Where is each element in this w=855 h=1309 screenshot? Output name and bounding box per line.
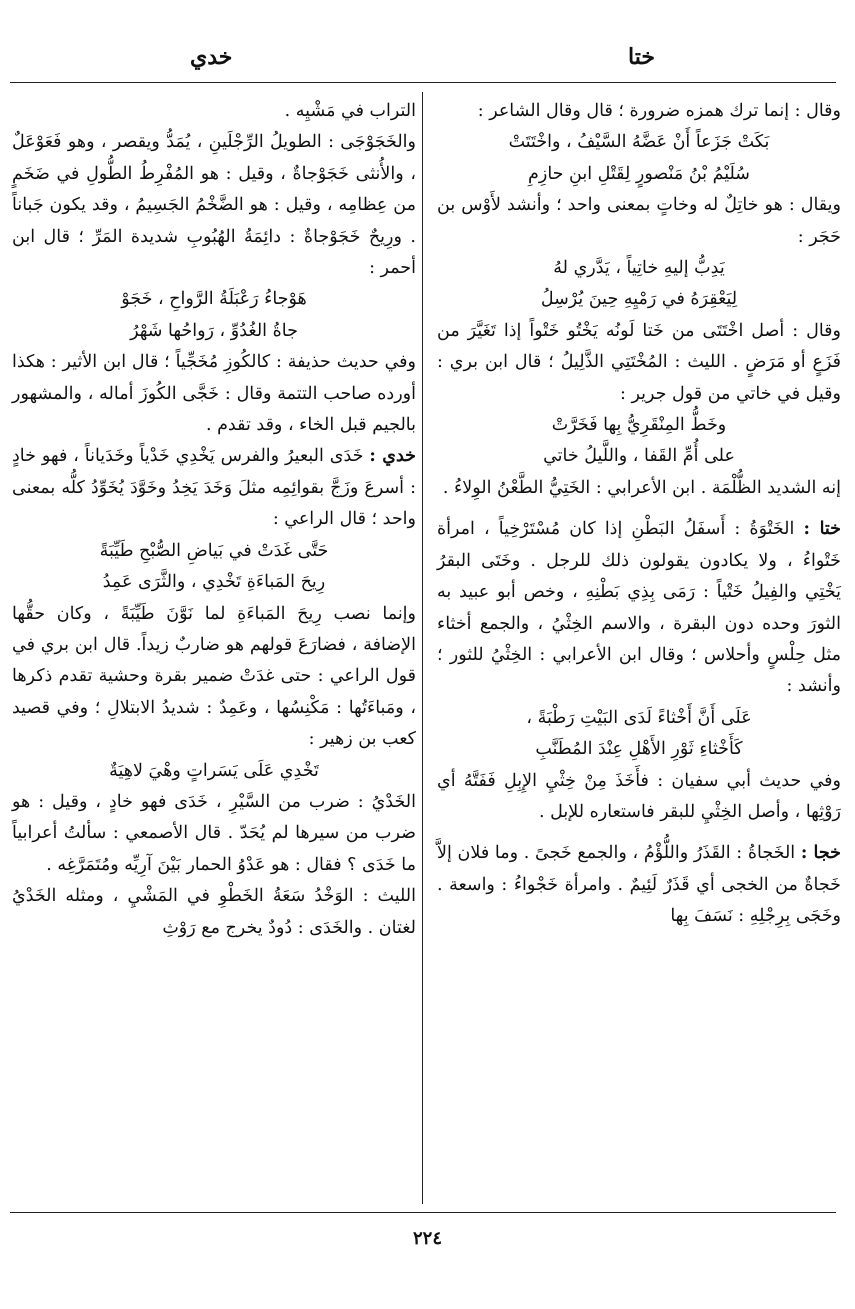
verse-line: على أُمِّ القَفا ، واللَّيلُ خاتي: [543, 446, 735, 467]
verse-line: وخَطُّ المِنْقَرِيُّ بِها فَخَرَّتْ: [551, 415, 727, 436]
top-rule: [10, 82, 836, 83]
page-number: ٢٢٤: [412, 1228, 442, 1249]
paragraph: وفي حديث أبي سفيان : فأَخَذَ مِنْ خِثْيِ الإِبِلِ فَفَتَّهُ أي رَوْثِها ، وأصل الخِثْيِ للبقر فاستعاره للإبل .: [437, 770, 841, 822]
paragraph: والخَجَوْجَى : الطويلُ الرِّجْلَينِ ، يُمَدُّ ويقصر ، وهو فَعَوْعَلٌ ، والأُنثى خَجَوْجاةٌ ، وقيل : هو المُفْرِطُ الطُّولِ في ضَخَمٍ من عِظامِه ، وقيل : هو الضَّخْمُ الجَسِيمُ ، وقد يكون جَباناً . ورِيحٌ خَجَوْجاةٌ : دائِمَةُ الهُبُوبِ شديدة المَرِّ ؛ قال ابن أحمر :: [12, 132, 416, 279]
verse-line: هَوْجاءُ رَعْبَلَةُ الرَّواحِ ، خَجَوْ: [121, 289, 307, 310]
header-right-word: ختا: [628, 44, 655, 70]
entry-khata: [437, 514, 841, 702]
verse-line: رِيحَ المَباءَةِ تَخْدِي ، والثَّرَى عَمِدُ: [102, 572, 326, 593]
verse-line: جاةُ الغُدُوِّ ، رَواحُها شَهْرُ: [130, 320, 298, 341]
bottom-rule: [10, 1212, 836, 1213]
entry-text: الخَتْوَةُ : أَسفَلُ البَطْنِ إذا كان مُسْتَرْخِياً ، امرأة خَتْواءُ ، ولا يكادون يقولون ذلك للرجل . وخَتَى البقرُ يَخْتِي والفِيلُ خَتْياً : رَمَى بِذِي بَطْنِهِ ، وخص أبو عبيد به الثورَ وحده دون البقرة ، والاسم الخِثْيُ ، والجمع أخثاء مثل حِلْسٍ وأحلاس ؛ وقال ابن الأعرابي : الخِثْيُ للثور ؛ وأنشد :: [437, 519, 841, 697]
paragraph: وإنما نصب رِيحَ المَباءَةِ لما نَوَّنَ طَيِّبَةً ، وكان حقُّها الإضافة ، فضارَعَ قولهم هو ضاربٌ زيداً. قال ابن بري في قول الراعي : حتى غدَتْ ضمير بقرة وحشية تقدم ذكرها ، ومَباءَتُها : مَكْنِسُها ، وعَمِدٌ : شديدُ الابتلالِ ؛ وفي قصيد كعب بن زهير :: [12, 603, 416, 750]
paragraph: ويقال : هو خاتِلٌ له وخاتٍ بمعنى واحد ؛ وأنشد لأَوْس بن حَجَر :: [437, 195, 841, 247]
verse-line: حَتَّى غَدَتْ في بَياضِ الصُّبْحِ طَيِّبَةً: [99, 540, 329, 561]
entry-khadi: [12, 441, 416, 535]
entry-headword: ختا :: [803, 519, 842, 540]
verse-line: كَأَخْثاءِ ثَوْرِ الأَهْلِ عِنْدَ المُطَنَّبِ: [535, 739, 743, 760]
paragraph: الليث : الوَخْدُ سَعَةُ الخَطْوِ في المَشْيِ ، ومثله الخَدْيُ لغتان . والخَدَى : دُودٌ يخرج مع رَوْثِ: [12, 886, 416, 938]
page-header: [0, 44, 855, 84]
verse-line: لِيَعْقِرَهُ في رَمْيِهِ حِينَ يُرْسِلُ: [540, 289, 738, 310]
entry-headword: خجا :: [800, 843, 841, 864]
paragraph: وقال : إنما ترك همزه ضرورة ؛ قال وقال الشاعر :: [477, 101, 841, 121]
left-column: [12, 96, 416, 944]
verse-line: بَكَتْ جَزَعاً أَنْ عَضَّهُ السَّيْفُ ، واخْتَتَتْ: [508, 132, 770, 153]
column-separator: [422, 92, 423, 1204]
verse-line: سُلَيْمُ بْنُ مَنْصورٍ لِقَتْلِ ابنِ حازِمِ: [528, 163, 750, 184]
entry-text: خَدَى البعيرُ والفرس يَخْدِي خَدْياً وخَدَياناً ، فهو خادٍ : أسرعَ وزَجَّ بقوائِمِه مثلَ وَخَدَ يَخِدُ وخَوَّدَ يُخَوِّدُ كلُّه بمعنى واحد ؛ قال الراعي :: [12, 446, 416, 530]
paragraph: الخَدْيُ : ضرب من السَّيْرِ ، خَدَى فهو خادٍ ، وقيل : هو ضرب من سيرها لم يُحَدّ . قال الأصمعي : سألتُ أعرابياً ما خَدَى ؟ فقال : هو عَدْوُ الحمار بَيْنَ آرِيِّه ومُتَمَرَّغِه .: [12, 791, 416, 875]
verse-line: يَدِبُّ إليهِ خاتِياً ، يَدَّري لهُ: [553, 258, 725, 279]
spacer: [437, 504, 841, 514]
right-column: [437, 96, 841, 933]
paragraph: إنه الشديد الظُّلْمَة . ابن الأعرابي : الخَتِيُّ الطَّعْنُ الوِلاءُ .: [442, 477, 841, 498]
paragraph: وفي حديث حذيفة : كالكُوزِ مُخَجِّياً ؛ قال ابن الأثير : هكذا أورده صاحب التتمة وقال : خَجَّى الكُوزَ أماله ، والمشهور بالجيم قبل الخاء ، وقد تقدم .: [12, 352, 416, 436]
entry-headword: خدي :: [369, 446, 416, 467]
paragraph: التراب في مَشْيِه .: [284, 101, 416, 121]
entry-text: الخَجاةُ : القَذَرُ واللُّؤْمُ ، والجمع خَجىً . وما فلان إلاَّ خَجاةٌ من الخجى أي قَذَرٌ لَئِيمٌ . وامرأة خَجْواءُ : واسعة . وخَجَى بِرِجْلِهِ : نَسَفَ بِها: [437, 843, 841, 927]
header-left-word: خدي: [190, 44, 233, 70]
verse-line: عَلَى أَنَّ أَخْثاءً لَدَى البَيْتِ رَطْبَةً ،: [526, 707, 752, 728]
paragraph: وقال : أصل اخْتَتَى من خَتا لَونُه يَخْتُو خَتْواً إذا تَغَيَّرَ من فَزَعٍ أو مَرَضٍ . الليث : المُخْتَتِي الذَّلِيلُ ؛ قال ابن بري : وقيل في خاتي من قول جرير :: [437, 320, 841, 404]
entry-khaja: [437, 838, 841, 932]
spacer: [437, 828, 841, 838]
verse-line: تَخْدِي عَلَى يَسَراتٍ وهْيَ لاهِيَةٌ: [109, 760, 319, 781]
